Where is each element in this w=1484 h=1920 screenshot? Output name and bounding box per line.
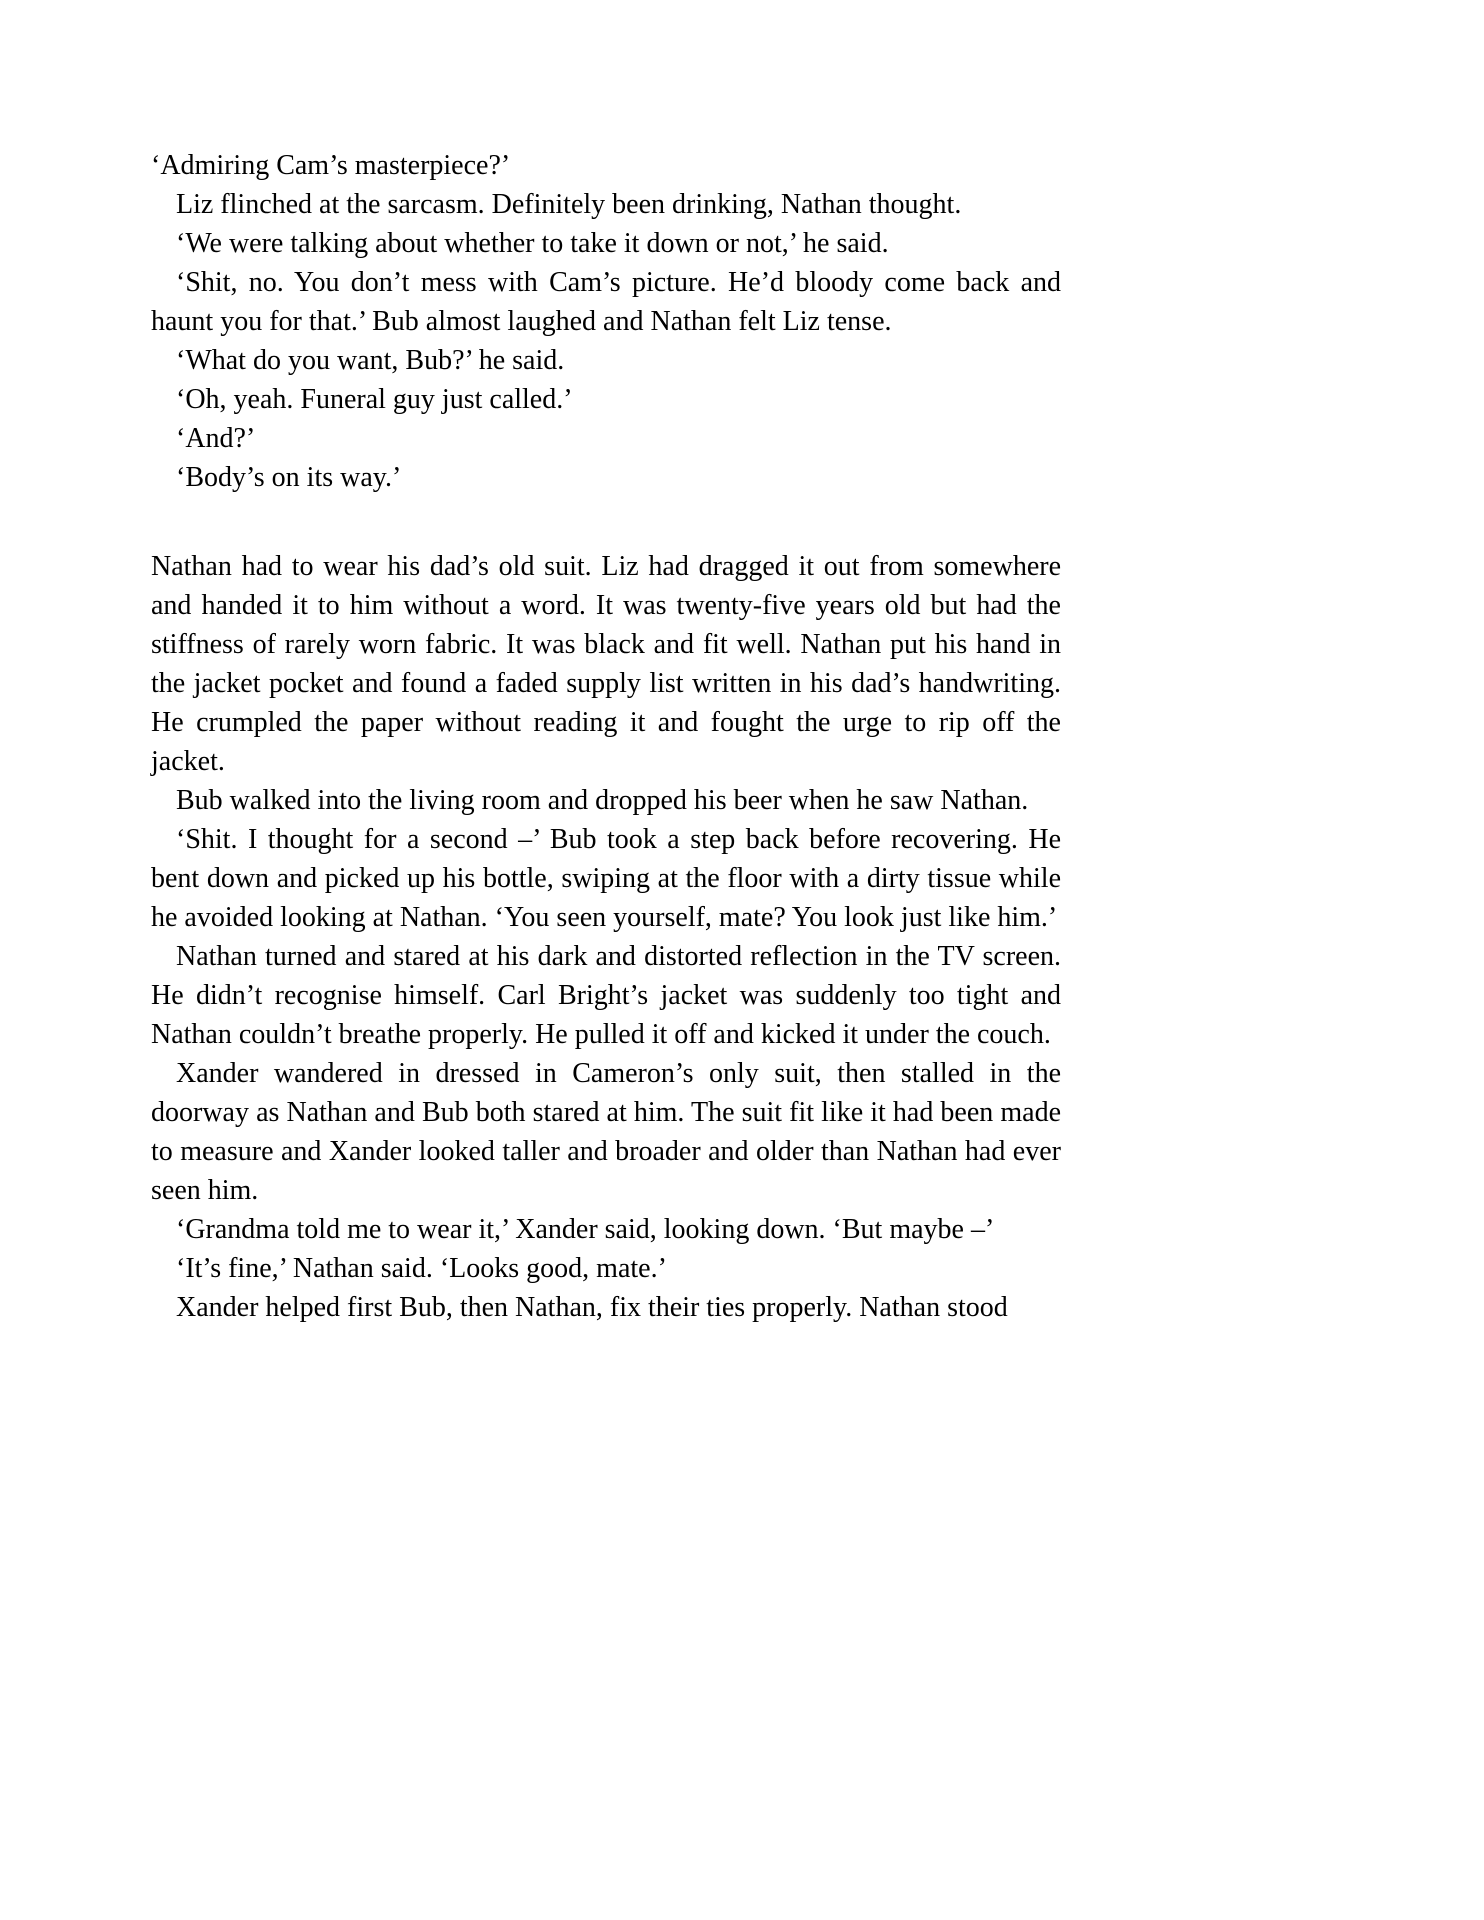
paragraph: ‘Shit. I thought for a second –’ Bub took a step back before recovering. He bent down and picked up his bottle, swiping at the floor with a dirty tissue while he avoided looking at Nathan. ‘You seen yourself, mate? You look just like him.’ — [151, 824, 1061, 933]
paragraph: ‘What do you want, Bub?’ he said. — [176, 345, 565, 376]
paragraph: Xander helped first Bub, then Nathan, fix their ties properly. Nathan stood — [176, 1292, 1008, 1323]
paragraph: ‘Shit, no. You don’t mess with Cam’s picture. He’d bloody come back and haunt you for that.’ Bub almost laughed and Nathan felt Liz tense. — [151, 267, 1061, 337]
paragraph: Nathan had to wear his dad’s old suit. Liz had dragged it out from somewhere and handed it to him without a word. It was twenty-five years old but had the stiffness of rarely worn fabric. It was black and fit well. Nathan put his hand in the jacket pocket and found a faded supply list written in his dad’s handwriting. He crumpled the paper without reading it and fought the urge to rip off the jacket. — [151, 551, 1061, 777]
text-column — [151, 146, 1061, 1327]
paragraph: Xander wandered in dressed in Cameron’s only suit, then stalled in the doorway as Nathan and Bub both stared at him. The suit fit like it had been made to measure and Xander looked taller and broader and older than Nathan had ever seen him. — [151, 1058, 1061, 1206]
paragraph: ‘Grandma told me to wear it,’ Xander said, looking down. ‘But maybe –’ — [176, 1214, 995, 1245]
paragraph: ‘We were talking about whether to take it down or not,’ he said. — [176, 228, 889, 259]
paragraph: ‘Oh, yeah. Funeral guy just called.’ — [176, 384, 573, 415]
paragraph: Bub walked into the living room and dropped his beer when he saw Nathan. — [176, 785, 1029, 816]
paragraph: Nathan turned and stared at his dark and distorted reflection in the TV screen. He didn’t recognise himself. Carl Bright’s jacket was suddenly too tight and Nathan couldn’t breathe properly. He pulled it off and kicked it under the couch. — [151, 941, 1061, 1050]
paragraph: ‘It’s fine,’ Nathan said. ‘Looks good, mate.’ — [176, 1253, 667, 1284]
paragraph: ‘And?’ — [176, 423, 256, 454]
paragraph: Liz flinched at the sarcasm. Definitely been drinking, Nathan thought. — [176, 189, 962, 220]
paragraph: ‘Admiring Cam’s masterpiece?’ — [151, 150, 511, 181]
paragraph: ‘Body’s on its way.’ — [176, 462, 402, 493]
